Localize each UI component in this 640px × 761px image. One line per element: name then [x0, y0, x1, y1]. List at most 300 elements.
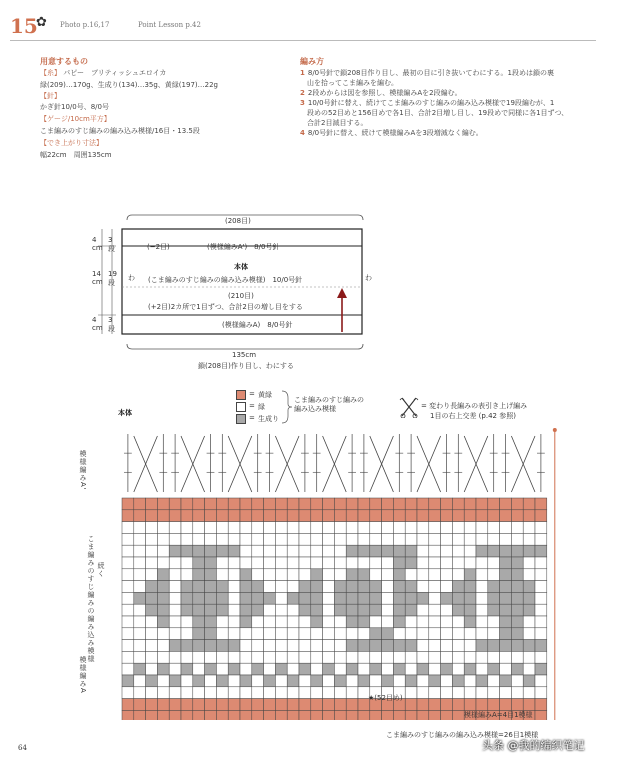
- chart-cell: [393, 640, 405, 652]
- chart-cell: [323, 545, 335, 557]
- chart-cell: [382, 710, 394, 720]
- chart-cell: [500, 557, 512, 569]
- chart-cell: [382, 498, 394, 510]
- chart-cell: [181, 640, 193, 652]
- chart-cell: [228, 557, 240, 569]
- chart-cell: [252, 557, 264, 569]
- chart-cell: [228, 640, 240, 652]
- chart-cell: [299, 545, 311, 557]
- chart-cell: [535, 663, 547, 675]
- chart-cell: [500, 651, 512, 663]
- chart-cell: [405, 581, 417, 593]
- chart-cell: [287, 510, 299, 522]
- chart-cell: [311, 569, 323, 581]
- chart-cell: [441, 675, 453, 687]
- chart-cell: [334, 510, 346, 522]
- chart-cell: [264, 498, 276, 510]
- chart-cell: [523, 545, 535, 557]
- chart-cell: [405, 663, 417, 675]
- needle-label: 【針】: [40, 92, 61, 100]
- star-note: ★(52目め): [368, 694, 403, 702]
- chart-cell: [252, 616, 264, 628]
- increase-note: (+2目)2カ所で1目ずつ、合計2目の増し目をする: [148, 303, 303, 311]
- chart-cell: [134, 699, 146, 711]
- chart-cell: [417, 522, 429, 534]
- cable-row-top: [218, 434, 226, 492]
- chart-cell: [193, 592, 205, 604]
- chart-cell: [240, 545, 252, 557]
- chart-cell: [511, 557, 523, 569]
- chart-cell: [228, 545, 240, 557]
- chart-cell: [157, 592, 169, 604]
- chart-cell: [429, 604, 441, 616]
- chart-cell: [193, 533, 205, 545]
- chart-cell: [452, 604, 464, 616]
- chart-cell: [181, 592, 193, 604]
- chart-cell: [240, 687, 252, 699]
- chart-cell: [441, 710, 453, 720]
- chart-cell: [523, 640, 535, 652]
- chart-cell: [382, 557, 394, 569]
- side-label-pattern-a: 模様編みA: [79, 656, 87, 694]
- chart-cell: [216, 510, 228, 522]
- chart-cell: [405, 557, 417, 569]
- chart-cell: [181, 569, 193, 581]
- chart-cell: [393, 651, 405, 663]
- cable-row-top: [464, 436, 488, 492]
- chart-cell: [169, 581, 181, 593]
- chart-cell: [323, 581, 335, 593]
- chart-cell: [264, 616, 276, 628]
- chart-cell: [535, 604, 547, 616]
- ring-left: わ: [128, 274, 135, 282]
- chart-cell: [511, 675, 523, 687]
- chart-cell: [500, 533, 512, 545]
- chart-cell: [275, 545, 287, 557]
- chart-cell: [275, 663, 287, 675]
- chart-cell: [311, 498, 323, 510]
- step-line: [307, 118, 367, 128]
- chart-cell: [299, 522, 311, 534]
- chart-cell: [157, 651, 169, 663]
- legend-equals: =: [249, 414, 255, 422]
- chart-cell: [511, 533, 523, 545]
- chart-cell: [122, 628, 134, 640]
- chart-cell: [157, 616, 169, 628]
- chart-cell: [157, 628, 169, 640]
- chart-cell: [464, 557, 476, 569]
- yarn-label: 【糸】: [40, 69, 61, 77]
- chart-cell: [264, 533, 276, 545]
- chart-cell: [299, 498, 311, 510]
- chart-cell: [216, 710, 228, 720]
- chart-cell: [441, 510, 453, 522]
- chart-cell: [488, 640, 500, 652]
- chart-cell: [216, 533, 228, 545]
- chart-cell: [382, 651, 394, 663]
- chart-cell: [299, 651, 311, 663]
- dimension-rows: 3: [108, 316, 113, 324]
- lesson-reference: Point Lesson p.42: [138, 21, 201, 29]
- chart-cell: [146, 569, 158, 581]
- chart-cell: [370, 545, 382, 557]
- chart-cell: [252, 675, 264, 687]
- chart-cell: [511, 699, 523, 711]
- chart-cell: [334, 651, 346, 663]
- chart-cell: [216, 498, 228, 510]
- cable-row-top: [254, 434, 262, 492]
- chart-cell: [488, 675, 500, 687]
- legend-label: 生成り: [258, 415, 279, 423]
- chart-cell: [287, 710, 299, 720]
- chart-cell: [488, 663, 500, 675]
- chart-cell: [370, 640, 382, 652]
- chart-cell: [464, 533, 476, 545]
- chart-cell: [311, 522, 323, 534]
- chart-cell: [299, 569, 311, 581]
- chart-cell: [417, 569, 429, 581]
- chart-cell: [287, 545, 299, 557]
- chart-cell: [134, 545, 146, 557]
- chart-cell: [523, 699, 535, 711]
- chart-cell: [122, 498, 134, 510]
- chart-cell: [240, 640, 252, 652]
- chart-cell: [299, 592, 311, 604]
- chart-cell: [181, 533, 193, 545]
- chart-cell: [216, 522, 228, 534]
- chart-cell: [323, 616, 335, 628]
- chart-cell: [334, 675, 346, 687]
- chart-cell: [370, 498, 382, 510]
- chart-cell: [334, 592, 346, 604]
- mid-stitch-count: (210目): [228, 292, 254, 300]
- chart-cell: [264, 675, 276, 687]
- chart-cell: [287, 581, 299, 593]
- chart-cell: [216, 592, 228, 604]
- chart-cell: [240, 533, 252, 545]
- chart-cell: [476, 510, 488, 522]
- chart-cell: [299, 640, 311, 652]
- chart-cell: [405, 699, 417, 711]
- chart-cell: [228, 581, 240, 593]
- chart-cell: [264, 663, 276, 675]
- legend-label: 緑: [258, 403, 265, 411]
- chart-cell: [323, 699, 335, 711]
- chart-cell: [429, 628, 441, 640]
- chart-cell: [134, 616, 146, 628]
- chart-cell: [146, 663, 158, 675]
- chart-cell: [264, 687, 276, 699]
- chart-cell: [323, 592, 335, 604]
- chart-cell: [193, 510, 205, 522]
- chart-cell: [452, 710, 464, 720]
- chart-cell: [346, 651, 358, 663]
- dimension-cm: 14: [92, 270, 101, 278]
- chart-cell: [216, 628, 228, 640]
- chart-cell: [169, 569, 181, 581]
- chart-cell: [157, 581, 169, 593]
- chart-cell: [334, 545, 346, 557]
- chart-cell: [228, 569, 240, 581]
- chart-cell: [511, 628, 523, 640]
- chart-cell: [311, 628, 323, 640]
- chart-cell: [134, 604, 146, 616]
- chart-cell: [476, 628, 488, 640]
- chart-cell: [205, 522, 217, 534]
- chart-cell: [228, 628, 240, 640]
- legend-brace: [280, 390, 294, 424]
- chart-cell: [299, 663, 311, 675]
- chart-cell: [122, 640, 134, 652]
- chart-cell: [464, 687, 476, 699]
- chart-cell: [523, 616, 535, 628]
- chart-cell: [275, 710, 287, 720]
- chart-cell: [240, 651, 252, 663]
- chart-cell: [334, 640, 346, 652]
- chart-cell: [405, 533, 417, 545]
- chart-cell: [370, 651, 382, 663]
- chart-cell: [476, 592, 488, 604]
- chart-cell: [134, 522, 146, 534]
- chart-cell: [311, 533, 323, 545]
- chart-cell: [193, 651, 205, 663]
- chart-cell: [441, 569, 453, 581]
- chart-cell: [334, 616, 346, 628]
- chart-cell: [146, 510, 158, 522]
- chart-cell: [216, 651, 228, 663]
- chart-cell: [122, 510, 134, 522]
- step-line: [300, 128, 483, 138]
- chart-cell: [405, 592, 417, 604]
- chart-cell: [511, 569, 523, 581]
- legend-swatch: [236, 414, 246, 424]
- chart-cell: [429, 498, 441, 510]
- chart-cell: [205, 616, 217, 628]
- chart-cell: [122, 651, 134, 663]
- chart-cell: [287, 592, 299, 604]
- chart-cell: [382, 663, 394, 675]
- chart-cell: [228, 616, 240, 628]
- chart-cell: [523, 651, 535, 663]
- chart-cell: [535, 545, 547, 557]
- chart-cell: [535, 699, 547, 711]
- chart-cell: [370, 510, 382, 522]
- needle-desc: かぎ針10/0号、8/0号: [40, 103, 109, 111]
- cable-row-top: [370, 436, 394, 492]
- chart-cell: [287, 616, 299, 628]
- chart-cell: [358, 640, 370, 652]
- chart-cell: [452, 533, 464, 545]
- cable-row-top: [134, 436, 158, 492]
- chart-cell: [157, 569, 169, 581]
- chart-cell: [146, 616, 158, 628]
- chart-cell: [299, 557, 311, 569]
- cable-row-top: [228, 436, 252, 492]
- chart-cell: [240, 581, 252, 593]
- chart-cell: [311, 663, 323, 675]
- chart-cell: [358, 581, 370, 593]
- chart-cell: [157, 663, 169, 675]
- chart-cell: [157, 675, 169, 687]
- chart-cell: [157, 640, 169, 652]
- chart-cell: [205, 675, 217, 687]
- chart-cell: [275, 687, 287, 699]
- chart-cell: [382, 569, 394, 581]
- width-cm: 135cm: [232, 351, 257, 359]
- cable-row-top: [313, 434, 321, 492]
- chart-cell: [500, 640, 512, 652]
- chart-cell: [476, 675, 488, 687]
- chart-cell: [417, 581, 429, 593]
- chart-cell: [205, 510, 217, 522]
- chart-cell: [193, 699, 205, 711]
- chart-cell: [287, 699, 299, 711]
- chart-cell: [464, 592, 476, 604]
- chart-cell: [193, 663, 205, 675]
- chart-cell: [358, 651, 370, 663]
- dimension-rows: 3: [108, 236, 113, 244]
- chart-cell: [464, 699, 476, 711]
- chart-cell: [216, 545, 228, 557]
- chart-cell: [299, 699, 311, 711]
- chart-cell: [488, 510, 500, 522]
- chart-cell: [216, 616, 228, 628]
- chart-cell: [193, 687, 205, 699]
- step-text: 8/0号針で鎖208目作り目し、最初の目に引き抜いてわにする。1段めは鎖の裏: [307, 69, 554, 77]
- step-text: 山を拾ってこま編みを編む。: [307, 79, 398, 87]
- chart-cell: [476, 545, 488, 557]
- chart-cell: [122, 616, 134, 628]
- chart-cell: [193, 557, 205, 569]
- chart-cell: [405, 510, 417, 522]
- chart-cell: [334, 628, 346, 640]
- chart-cell: [382, 581, 394, 593]
- chart-cell: [346, 687, 358, 699]
- chart-cell: [500, 687, 512, 699]
- chart-cell: [488, 569, 500, 581]
- chart-cell: [500, 510, 512, 522]
- chart-cell: [205, 604, 217, 616]
- chart-cell: [535, 687, 547, 699]
- chart-cell: [240, 699, 252, 711]
- chart-cell: [358, 522, 370, 534]
- start-dot: [553, 428, 557, 432]
- chart-cell: [169, 498, 181, 510]
- chart-cell: [240, 616, 252, 628]
- chart-cell: [287, 675, 299, 687]
- chart-cell: [370, 522, 382, 534]
- chart-cell: [346, 699, 358, 711]
- chart-cell: [252, 510, 264, 522]
- chart-cell: [523, 522, 535, 534]
- chart-cell: [134, 710, 146, 720]
- chart-cell: [417, 616, 429, 628]
- dimension-unit: cm: [92, 278, 103, 286]
- chart-cell: [287, 687, 299, 699]
- chart-cell: [405, 616, 417, 628]
- yarn-line: [40, 68, 166, 78]
- chart-cell: [299, 687, 311, 699]
- chart-cell: [169, 616, 181, 628]
- chart-cell: [452, 699, 464, 711]
- chart-cell: [346, 628, 358, 640]
- stitch-description: こま編みのすじ編みの 編み込み模様: [294, 396, 364, 413]
- chart-cell: [441, 592, 453, 604]
- chart-cell: [240, 522, 252, 534]
- cable-row-top: [443, 434, 451, 492]
- chart-cell: [181, 498, 193, 510]
- chart-cell: [264, 699, 276, 711]
- chart-cell: [358, 533, 370, 545]
- chart-cell: [134, 498, 146, 510]
- chart-cell: [346, 569, 358, 581]
- chart-cell: [441, 687, 453, 699]
- chart-cell: [287, 533, 299, 545]
- chart-cell: [193, 710, 205, 720]
- chart-cell: [134, 675, 146, 687]
- chart-cell: [417, 663, 429, 675]
- chart-cell: [216, 569, 228, 581]
- chart-cell: [464, 545, 476, 557]
- chart-cell: [464, 498, 476, 510]
- legend-label: 黄緑: [258, 391, 272, 399]
- chart-cell: [500, 628, 512, 640]
- chart-cell: [334, 604, 346, 616]
- chart-cell: [452, 616, 464, 628]
- chart-cell: [346, 581, 358, 593]
- chart-cell: [358, 545, 370, 557]
- chart-cell: [511, 522, 523, 534]
- chart-cell: [488, 604, 500, 616]
- cable-row-top: [301, 434, 309, 492]
- side-label-body-pattern: こま編みのすじ編みの編み込み模様: [87, 535, 95, 663]
- chart-cell: [122, 699, 134, 711]
- chart-cell: [299, 710, 311, 720]
- chart-cell: [358, 557, 370, 569]
- chart-cell: [511, 616, 523, 628]
- chart-cell: [441, 651, 453, 663]
- chart-cell: [417, 498, 429, 510]
- chart-cell: [488, 628, 500, 640]
- chart-cell: [264, 651, 276, 663]
- chart-cell: [228, 651, 240, 663]
- chart-cell: [358, 604, 370, 616]
- chart-cell: [500, 545, 512, 557]
- photo-reference: Photo p.16,17: [60, 21, 110, 29]
- cross-description-2: 1目の右上交差 (p.42 参照): [430, 412, 516, 420]
- repeat-label-body: こま編みのすじ編みの編み込み模様=26目1模様: [386, 731, 539, 739]
- chart-cell: [287, 640, 299, 652]
- chart-cell: [382, 592, 394, 604]
- chart-cell: [405, 687, 417, 699]
- chart-cell: [228, 687, 240, 699]
- chart-cell: [146, 699, 158, 711]
- size-desc: 幅22cm 周囲135cm: [40, 151, 112, 159]
- chart-cell: [441, 640, 453, 652]
- body-pattern-label: (こま編みのすじ編みの編み込み模様) 10/0号針: [148, 276, 303, 284]
- chart-cell: [311, 616, 323, 628]
- chart-cell: [228, 498, 240, 510]
- chart-cell: [216, 640, 228, 652]
- chart-cell: [134, 510, 146, 522]
- chart-cell: [393, 557, 405, 569]
- colorwork-chart: [120, 428, 570, 720]
- chart-cell: [464, 581, 476, 593]
- chart-cell: [193, 604, 205, 616]
- chart-cell: [523, 675, 535, 687]
- chart-cell: [264, 557, 276, 569]
- chart-cell: [193, 640, 205, 652]
